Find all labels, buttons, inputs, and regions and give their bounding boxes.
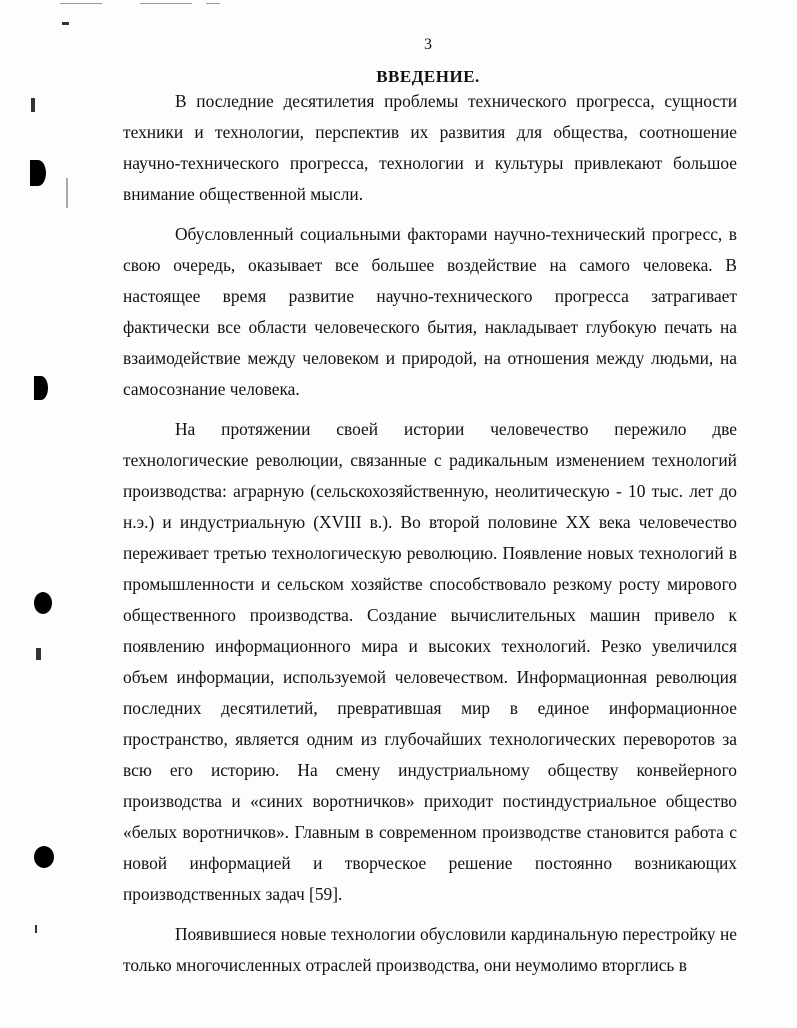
scan-artifact-line (206, 3, 220, 4)
paragraph: В последние десятилетия проблемы технического прогресса, сущности техники и технологии, перспектив их развития для общества, соотношение научно-технического прогресса, технологии и культуры привлекают большое внимание общественной мысли. (123, 91, 737, 204)
scan-speck (35, 925, 37, 933)
scan-artifact-line (60, 3, 102, 4)
scan-speck (36, 648, 41, 660)
punch-hole (34, 846, 54, 868)
page-number: 3 (424, 36, 432, 53)
punch-hole (30, 160, 46, 186)
punch-hole (34, 376, 48, 400)
paragraph: Появившиеся новые технологии обусловили кардинальную перестройку не только многочисленных отраслей производства, они неумолимо вторглись в (123, 924, 737, 975)
scan-artifact-line (140, 3, 192, 4)
paragraph: Обусловленный социальными факторами научно-технический прогресс, в свою очередь, оказывает все большее воздействие на самого человека. В настоящее время развитие научно-технического прогресса затрагивает фактически все области человеческого бытия, накладывает глубокую печать на взаимодействие между человеком и природой, на отношения между людьми, на самосознание человека. (123, 224, 737, 399)
scan-speck (31, 98, 35, 112)
scan-speck (62, 22, 69, 25)
section-title: ВВЕДЕНИЕ. (376, 67, 480, 86)
scan-speck (66, 178, 68, 208)
body-text (123, 86, 737, 981)
punch-hole (34, 592, 52, 614)
paragraph: На протяжении своей истории человечество пережило две технологические революции, связанные с радикальным изменением технологий производства: аграрную (сельскохозяйственную, неолитическую - 10 тыс. лет до н.э.) и индустриальную (XVIII в.). Во второй половине XX века человечество переживает третью технологическую революцию. Появление новых технологий в промышленности и сельском хозяйстве способствовало резкому росту мирового общественного производства. Создание вычислительных машин привело к появлению информационного мира и высоких технологий. Резко увеличился объем информации, используемой человечеством. Информационная революция последних десятилетий, превратившая мир в единое информационное пространство, является одним из глубочайших технологических переворотов за всю его историю. На смену индустриальному обществу конвейерного производства и «синих воротничков» приходит постиндустриальное общество «белых воротничков». Главным в современном производстве становится работа с новой информацией и творческое решение постоянно возникающих производственных задач [59]. (123, 419, 737, 904)
